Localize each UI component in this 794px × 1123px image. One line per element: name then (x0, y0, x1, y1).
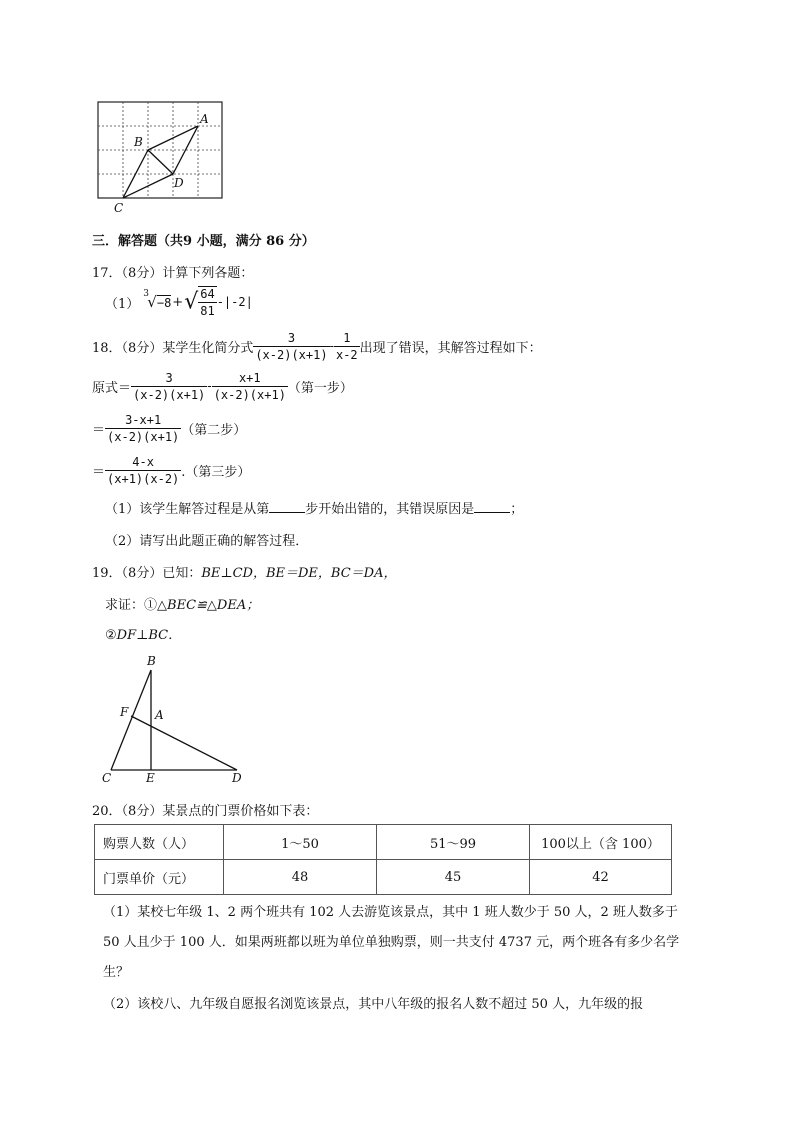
label-c: C (114, 201, 124, 215)
q18-p1c: ； (510, 502, 524, 517)
label-a: A (200, 112, 209, 126)
q19-c1: ① (144, 598, 158, 613)
frac-num: 64 (200, 287, 215, 301)
label-e: E (146, 771, 155, 785)
table-cell: 购票人数（人） (95, 825, 224, 860)
q18-s1b-num: x+1 (212, 371, 288, 387)
q19-stem-a: 19．（8分）已知： (92, 566, 202, 581)
q19-claim2: DF⊥BC． (116, 628, 182, 643)
q18-frac1 (253, 331, 329, 362)
q20-part1: （1）某校七年级 1、2 两个班共有 102 人去游览该景点，其中 1 班人数少于 50 人，2 班人数多于 50 人且少于 100 人．如果两班都以班为单位单独购票，则一共支付 4737 元，两个班各有多少名学生？ (103, 905, 680, 980)
q18-minus: - (329, 338, 334, 354)
table-cell: 1～50 (224, 825, 377, 860)
root-radicand: −8 (156, 296, 172, 310)
plus-sign: + (172, 294, 184, 310)
label-a2: A (155, 708, 164, 722)
q18-s1a-den: (x-2)(x+1) (133, 387, 206, 402)
q18-part1 (105, 498, 523, 517)
q18-p1b: 步开始出错的，其错误原因是 (305, 502, 475, 517)
q18-s3-den: (x+1)(x-2) (107, 471, 180, 486)
label-c2: C (102, 771, 112, 785)
label-d2: D (232, 771, 242, 785)
q19-prove2 (105, 624, 181, 643)
q18-step1: （第一步） (287, 380, 353, 396)
sqrt-fraction: √ $\frac{64}{81}$ (184, 287, 215, 318)
q18-part2: （2）请写出此题正确的解答过程． (105, 534, 309, 549)
table-cell: 51～99 (377, 825, 530, 860)
q18-s1b (212, 371, 288, 402)
label-b2: B (147, 654, 156, 668)
q18-step3: .（第三步） (181, 464, 251, 480)
abs-term: -|-2| (216, 295, 253, 309)
q17-part1-prefix: （1） (105, 296, 140, 312)
q18-s2 (105, 413, 181, 444)
table-cell: 42 (530, 860, 672, 895)
q18-frac2-num: 1 (334, 331, 360, 347)
q18-line2 (92, 410, 246, 446)
q18-orig: 原式＝ (92, 380, 132, 396)
q18-frac2 (334, 331, 360, 362)
q18-eq3: ＝ (92, 464, 106, 480)
q20-part2: （2）该校八、九年级自愿报名浏览该景点，其中八年级的报名人数不超过 50 人，九年级的报 (103, 997, 644, 1012)
q18-s1b-den: (x-2)(x+1) (213, 387, 286, 402)
q18-frac2-den: x-2 (335, 347, 358, 362)
q17-stem: 17．（8分）计算下列各题： (92, 266, 254, 281)
answer-blank-1[interactable] (269, 500, 305, 513)
q19-prove1 (105, 594, 259, 613)
q18-minus2: - (207, 378, 212, 394)
q18-s1a-num: 3 (131, 371, 207, 387)
q18-stem-a: 18．（8分）某学生化简分式 (92, 340, 254, 356)
q19-given: BE⊥CD，BE＝DE，BC＝DA， (201, 566, 397, 581)
table-cell: 48 (224, 860, 377, 895)
q18-s2-num: 3-x+1 (105, 413, 181, 429)
q18-s3 (105, 455, 181, 486)
label-f: F (120, 705, 129, 719)
q19-prove-label: 求证： (105, 598, 145, 613)
section-title: 三．解答题（共9 小题，满分 86 分） (92, 234, 315, 249)
cube-root: 3 √−8 (143, 289, 172, 311)
root-index: 3 (143, 289, 150, 299)
q18-line3 (92, 452, 250, 488)
q18-s2-den: (x-2)(x+1) (107, 429, 180, 444)
q18-p1a: （1）该学生解答过程是从第 (105, 502, 270, 517)
q18-step2: （第二步） (181, 422, 247, 438)
table-cell: 45 (377, 860, 530, 895)
table-row (95, 860, 672, 895)
table-cell: 100以上（含 100） (530, 825, 672, 860)
q19-claim1: △BEC≌△DEA； (157, 598, 260, 613)
q18-s1a (131, 371, 207, 402)
frac-den: 81 (200, 304, 215, 318)
table-row (95, 825, 672, 860)
price-table (94, 824, 672, 895)
triangle-figure (96, 652, 252, 786)
label-d: D (174, 176, 184, 190)
q18-stem (92, 328, 542, 364)
q18-frac1-num: 3 (253, 331, 329, 347)
q18-s3-num: 4-x (105, 455, 181, 471)
q18-line1 (92, 368, 353, 404)
q19-c2: ② (105, 628, 117, 643)
q20-stem: 20．（8分）某景点的门票价格如下表： (92, 804, 319, 819)
table-cell: 门票单价（元） (95, 860, 224, 895)
answer-blank-2[interactable] (474, 500, 510, 513)
label-b: B (134, 135, 143, 149)
grid-figure (92, 98, 232, 216)
q18-frac1-den: (x-2)(x+1) (255, 347, 328, 362)
q18-stem-b: 出现了错误，其解答过程如下： (359, 340, 542, 356)
q19-stem (92, 562, 396, 581)
q17-part1 (105, 284, 253, 320)
q18-eq2: ＝ (92, 422, 106, 438)
